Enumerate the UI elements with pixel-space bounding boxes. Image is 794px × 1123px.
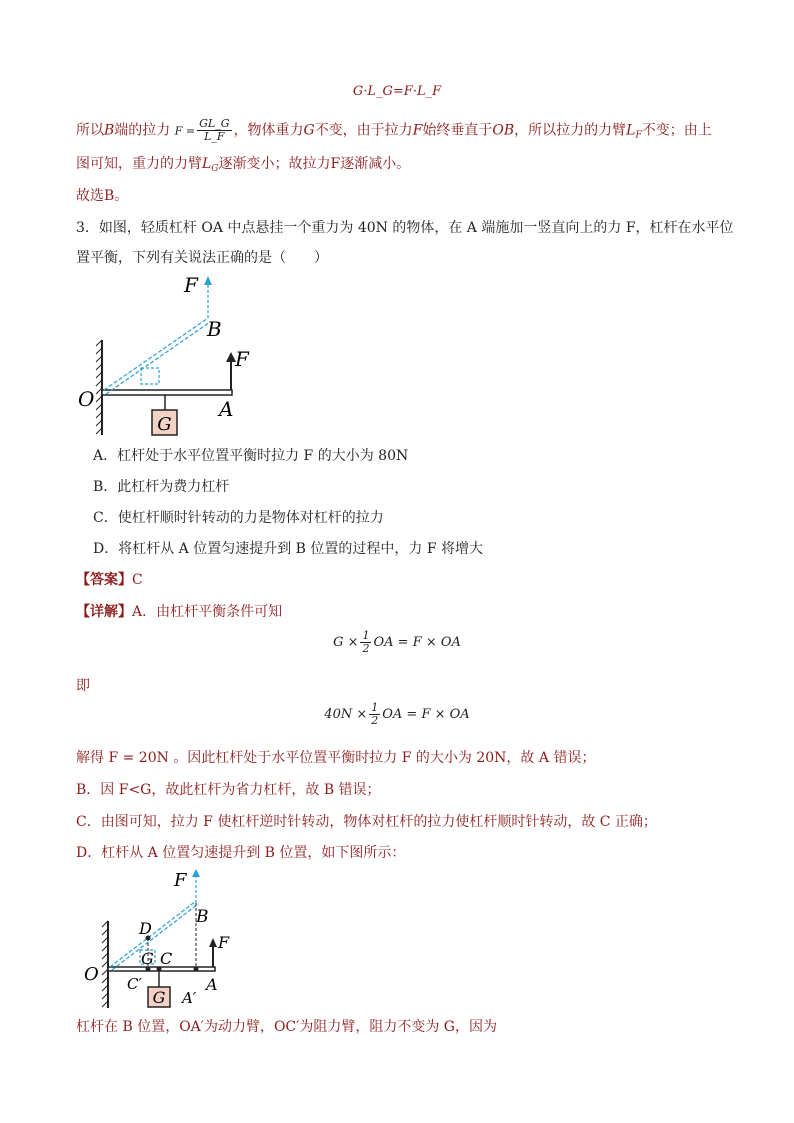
label2-A-prime: A′ bbox=[182, 989, 197, 1007]
dashed-weight-box bbox=[141, 368, 159, 384]
eq1-den: 2 bbox=[362, 642, 370, 655]
eq1-right: OA = F × OA bbox=[373, 635, 461, 650]
lever-horizontal bbox=[102, 390, 232, 395]
label-A: A bbox=[219, 397, 234, 421]
label-O: O bbox=[78, 387, 95, 411]
solve-line: 解得 F = 20N 。因此杠杆处于水平位置平衡时拉力 F 的大小为 20N，故 A 错误； bbox=[76, 750, 596, 766]
label2-G-small: G bbox=[141, 949, 154, 968]
point-A-prime bbox=[194, 967, 199, 972]
para1-fraction bbox=[197, 118, 231, 143]
para1-pre: 所以 bbox=[76, 122, 104, 139]
ji-line: 即 bbox=[76, 678, 90, 694]
detail-label: 【详解】 bbox=[76, 604, 132, 620]
d-line: D．杠杆从 A 位置匀速提升到 B 位置，如下图所示： bbox=[76, 845, 406, 861]
label2-F-right: F bbox=[218, 933, 230, 952]
para1-B: B bbox=[104, 122, 115, 139]
force2-B-arrowhead bbox=[192, 869, 200, 877]
para1-mid6: 不变；由上 bbox=[641, 122, 712, 139]
top-formula: G·L_G=F·L_F bbox=[352, 84, 442, 99]
para1-OB: OB bbox=[492, 122, 515, 139]
equation-2 bbox=[0, 702, 794, 727]
para1-F-eq: F = bbox=[174, 124, 196, 138]
detail-a-intro: A．由杠杆平衡条件可知 bbox=[132, 604, 283, 620]
label2-C: C bbox=[160, 949, 173, 968]
label2-C-prime: C′ bbox=[127, 975, 142, 993]
para1-LF-sub: F bbox=[635, 130, 642, 141]
answer-line bbox=[76, 570, 143, 590]
option-B: B．此杠杆为费力杠杆 bbox=[93, 479, 230, 495]
option-A: A．杠杆处于水平位置平衡时拉力 F 的大小为 80N bbox=[93, 448, 409, 464]
answer-label: 【答案】 bbox=[76, 572, 132, 588]
label2-D: D bbox=[139, 919, 152, 938]
lever-tilted-bottom bbox=[106, 322, 210, 394]
eq2-den: 2 bbox=[371, 714, 379, 727]
para1-mid5: ，所以拉力的力臂 bbox=[514, 122, 627, 139]
eq2-left: 40N × bbox=[324, 707, 368, 722]
option-D: D．将杠杆从 A 位置匀速提升到 B 位置的过程中，力 F 将增大 bbox=[93, 541, 484, 557]
lever-figure-1 bbox=[76, 270, 276, 440]
para1-LG: L bbox=[202, 156, 212, 172]
label-B: B bbox=[207, 317, 222, 341]
eq2-num: 1 bbox=[371, 701, 379, 714]
label-F-right: F bbox=[235, 347, 249, 371]
eq1-fraction bbox=[360, 630, 371, 655]
para1-line2-post: 逐渐变小；故拉力F逐渐减小。 bbox=[218, 156, 411, 172]
lever-figure-2 bbox=[80, 866, 250, 1014]
answer-prev: 故选B。 bbox=[76, 188, 129, 204]
force2-A-arrowhead bbox=[209, 938, 217, 947]
para1-mid4: 始终垂直于 bbox=[422, 122, 493, 139]
eq1-left: G × bbox=[333, 635, 359, 650]
para1-mid3: 不变，由于拉力 bbox=[314, 122, 413, 139]
para1-G: G bbox=[303, 122, 315, 139]
para1-line2-pre: 图可知，重力的力臂 bbox=[76, 156, 202, 172]
para1-frac-num: GL_G bbox=[199, 117, 230, 130]
label2-B: B bbox=[196, 907, 209, 927]
equation-1 bbox=[0, 630, 794, 655]
answer-value: C bbox=[132, 572, 143, 588]
q3-line2: 置平衡，下列有关说法正确的是（ ） bbox=[76, 250, 328, 266]
para1-LG-sub: G bbox=[211, 164, 219, 174]
para1-mid1: 端的拉力 bbox=[114, 122, 171, 139]
detail-line bbox=[76, 602, 282, 622]
para1-mid2: ，物体重力 bbox=[233, 122, 304, 139]
para1-line1 bbox=[76, 118, 712, 146]
option-C: C．使杠杆顺时针转动的力是物体对杠杆的拉力 bbox=[93, 510, 384, 526]
label2-A: A bbox=[206, 975, 218, 994]
para1-F: F bbox=[412, 122, 423, 139]
force-B-arrowhead bbox=[204, 276, 212, 285]
b-line: B．因 F<G，故此杠杆为省力杠杆，故 B 错误； bbox=[76, 782, 381, 798]
para1-line2 bbox=[76, 154, 410, 179]
weight2-label: G bbox=[152, 988, 166, 1007]
lever-tilted-top bbox=[104, 318, 208, 390]
eq2-right: OA = F × OA bbox=[382, 707, 470, 722]
eq1-num: 1 bbox=[362, 629, 370, 642]
q3-line1: 3．如图，轻质杠杆 OA 中点悬挂一个重力为 40N 的物体，在 A 端施加一竖直向上的力 F，杠杆在水平位 bbox=[76, 220, 734, 236]
weight-label: G bbox=[157, 414, 172, 435]
label2-O: O bbox=[84, 964, 99, 985]
eq2-fraction bbox=[369, 702, 380, 727]
label2-F-top: F bbox=[174, 870, 187, 891]
c-line: C．由图可知，拉力 F 使杠杆逆时针转动，物体对杠杆的拉力使杠杆顺时针转动，故 C 正确； bbox=[76, 814, 657, 830]
label-F-top: F bbox=[184, 273, 198, 297]
para1-LF: L bbox=[626, 122, 636, 139]
para1-frac-den: L_F bbox=[204, 130, 225, 143]
last-line: 杠杆在 B 位置，OA′为动力臂，OC′为阻力臂，阻力不变为 G，因为 bbox=[76, 1019, 497, 1035]
